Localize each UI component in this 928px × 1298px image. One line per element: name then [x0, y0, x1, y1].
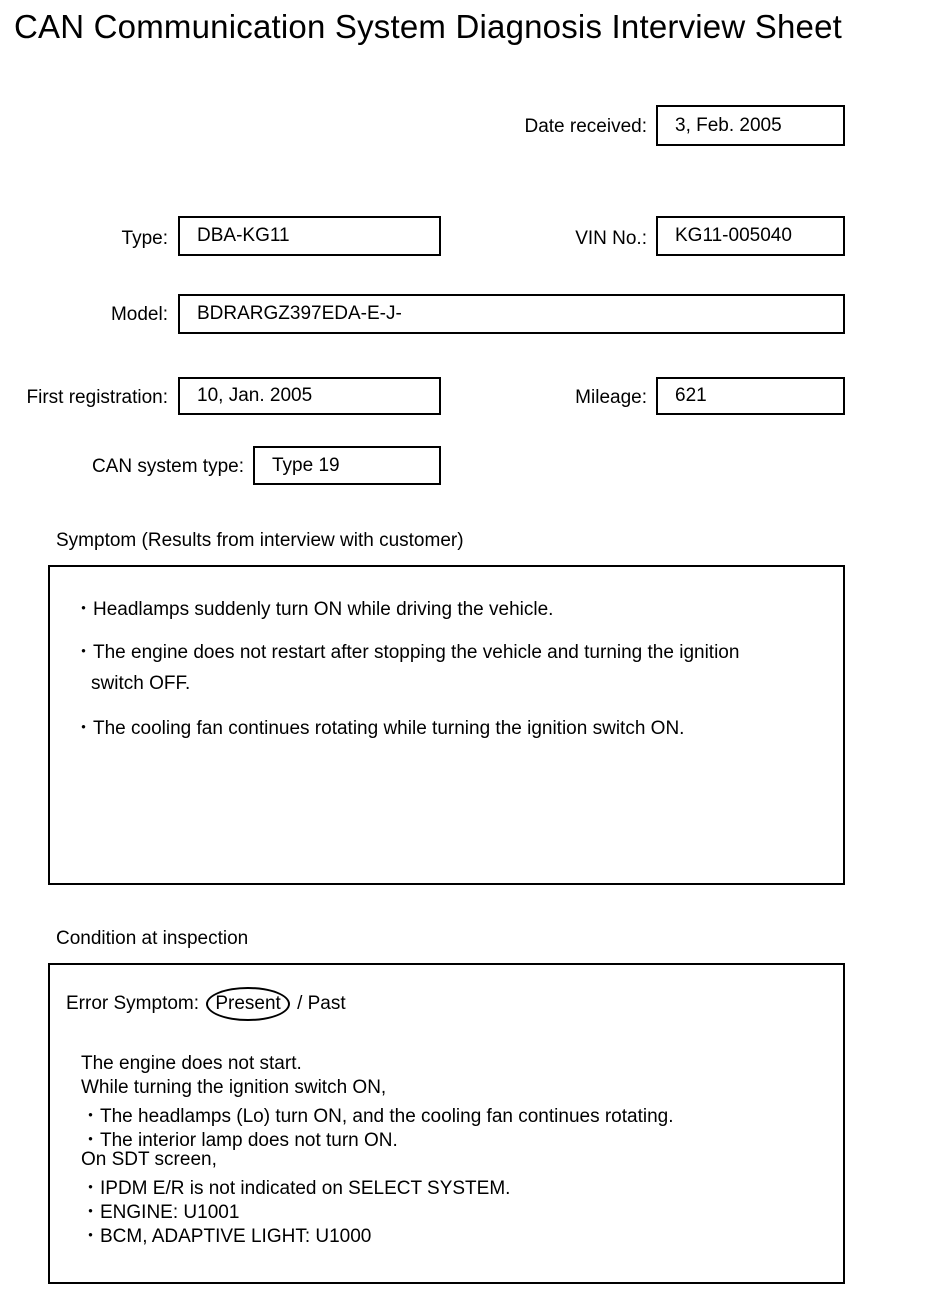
symptom-heading: Symptom (Results from interview with customer): [56, 530, 464, 551]
can-system-type-field: Type 19: [253, 446, 441, 485]
condition-panel: [48, 963, 845, 1284]
condition-line: ・BCM, ADAPTIVE LIGHT: U1000: [81, 1226, 372, 1247]
first-registration-field: 10, Jan. 2005: [178, 377, 441, 415]
can-system-type-label: CAN system type:: [91, 456, 244, 477]
date-received-field: 3, Feb. 2005: [656, 105, 845, 146]
type-label: Type:: [121, 228, 168, 249]
past-option: / Past: [297, 993, 346, 1014]
mileage-label: Mileage:: [575, 387, 647, 408]
vin-label: VIN No.:: [575, 228, 647, 249]
mileage-field: 621: [656, 377, 845, 415]
symptom-line: ・The engine does not restart after stopping the vehicle and turning the ignition: [74, 642, 740, 663]
type-field: DBA-KG11: [178, 216, 441, 256]
symptom-line: switch OFF.: [91, 673, 191, 694]
symptom-line: ・Headlamps suddenly turn ON while driving the vehicle.: [74, 599, 554, 620]
condition-heading: Condition at inspection: [56, 928, 249, 949]
page-title: CAN Communication System Diagnosis Interview Sheet: [14, 8, 842, 45]
condition-line: On SDT screen,: [81, 1149, 217, 1170]
error-symptom-label: Error Symptom:: [66, 993, 200, 1014]
vin-field: KG11-005040: [656, 216, 845, 256]
date-received-label: Date received:: [524, 116, 647, 137]
first-registration-label: First registration:: [26, 387, 168, 408]
condition-line: ・The headlamps (Lo) turn ON, and the cooling fan continues rotating.: [81, 1106, 674, 1127]
symptom-panel: [48, 565, 845, 885]
condition-line: While turning the ignition switch ON,: [81, 1077, 387, 1098]
symptom-line: ・The cooling fan continues rotating while turning the ignition switch ON.: [74, 718, 685, 739]
model-label: Model:: [110, 304, 168, 325]
condition-line: ・The interior lamp does not turn ON.: [81, 1130, 398, 1151]
condition-line: The engine does not start.: [81, 1053, 302, 1074]
model-field: BDRARGZ397EDA-E-J-: [178, 294, 845, 334]
error-symptom-row: [66, 987, 346, 1021]
present-circled-option: Present: [206, 987, 289, 1021]
condition-line: ・ENGINE: U1001: [81, 1202, 240, 1223]
condition-line: ・IPDM E/R is not indicated on SELECT SYSTEM.: [81, 1178, 511, 1199]
